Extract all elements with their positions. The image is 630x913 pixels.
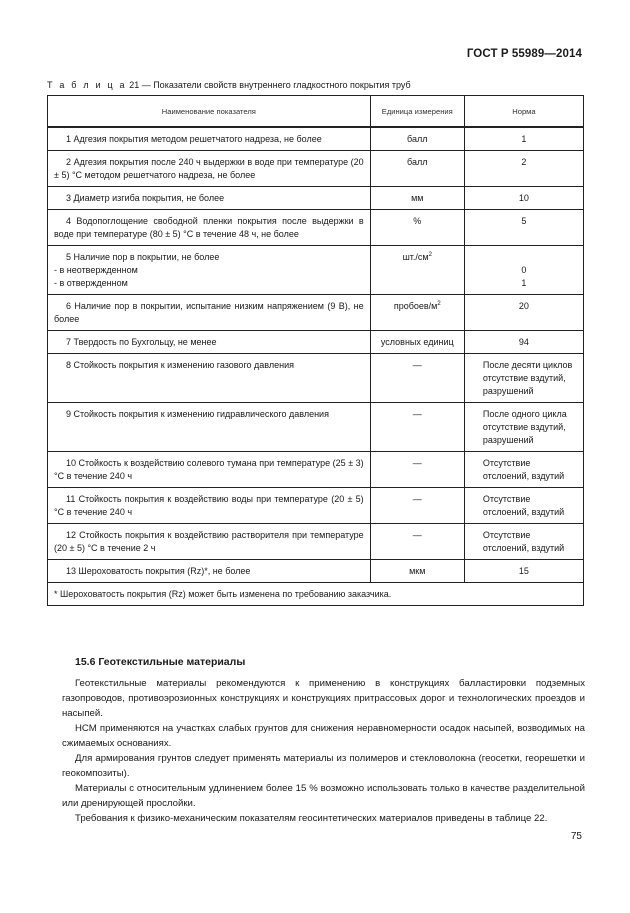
row-name: 13 Шероховатость покрытия (Rz)*, не более [48, 560, 371, 583]
row-name: 12 Стойкость покрытия к воздействию растворителя при температуре (20 ± 5) °С в течение 2 ч [48, 524, 371, 560]
table-row [48, 354, 584, 403]
table-footnote-row [48, 583, 584, 606]
section-title: 15.6 Геотекстильные материалы [75, 656, 246, 668]
table-row [48, 295, 584, 331]
table-row [48, 403, 584, 452]
table-row [48, 246, 584, 295]
row-norm: 1 [464, 127, 583, 151]
table-row [48, 560, 584, 583]
row-name: 8 Стойкость покрытия к изменению газового давления [48, 354, 371, 403]
row-norm: 15 [464, 560, 583, 583]
row-unit: % [370, 210, 464, 246]
document-standard-number: ГОСТ Р 55989—2014 [466, 48, 582, 60]
row-norm: После десяти циклов отсутствие вздутий, разрушений [464, 354, 583, 403]
row-unit: мм [370, 187, 464, 210]
row-norm: 2 [464, 151, 583, 187]
header-norm: Норма [464, 96, 583, 128]
row-unit: — [370, 354, 464, 403]
row-unit: мкм [370, 560, 464, 583]
row-unit: пробоев/$м^2$ [370, 295, 464, 331]
paragraph: Геотекстильные материалы рекомендуются к применению в конструкциях балластировки подземных газопроводов, противоэрозионных конструкциях и конструкциях притрассовых дорог и технологических проездов и насыпей. [62, 678, 585, 719]
table-row [48, 151, 584, 187]
section-body [62, 676, 585, 826]
row-name: 10 Стойкость к воздействию солевого тумана при температуре (25 ± 3) °С в течение 240 ч [48, 452, 371, 488]
table-caption-label: Т а б л и ц а [47, 80, 127, 90]
header-name: Наименование показателя [48, 96, 371, 128]
row-unit: балл [370, 151, 464, 187]
row-name: 9 Стойкость покрытия к изменению гидравлического давления [48, 403, 371, 452]
row-unit: — [370, 403, 464, 452]
row-name: 11 Стойкость покрытия к воздействию воды при температуре (20 ± 5) °С в течение 240 ч [48, 488, 371, 524]
table-row [48, 452, 584, 488]
paragraph: Материалы с относительным удлинением более 15 % возможно использовать только в качестве разделительной или дренирующей прослойки. [62, 783, 585, 809]
row-norm: 20 [464, 295, 583, 331]
row-norm: После одного цикла отсутствие вздутий, разрушений [464, 403, 583, 452]
row-norm: Отсутствие отслоений, вздутий [464, 452, 583, 488]
paragraph: Требования к физико-механическим показателям геосинтетических материалов приведены в таблице 22. [75, 813, 548, 824]
row-name: 7 Твердость по Бухгольцу, не менее [48, 331, 371, 354]
row-name: 3 Диаметр изгиба покрытия, не более [48, 187, 371, 210]
table-row [48, 488, 584, 524]
row-name: 6 Наличие пор в покрытии, испытание низким напряжением (9 В), не более [48, 295, 371, 331]
row-unit: — [370, 488, 464, 524]
row-norm: 10 [464, 187, 583, 210]
row-norm: 0 1 [464, 246, 583, 295]
row-unit: балл [370, 127, 464, 151]
properties-table [47, 95, 584, 606]
table-header-row [48, 96, 584, 128]
table-row [48, 210, 584, 246]
row-name: 5 Наличие пор в покрытии, не более - в неотвержденном - в отвержденном [48, 246, 371, 295]
row-norm: Отсутствие отслоений, вздутий [464, 524, 583, 560]
table-row [48, 331, 584, 354]
row-norm: 94 [464, 331, 583, 354]
row-name: 4 Водопоглощение свободной пленки покрытия после выдержки в воде при температуре (80 ± 5) °С в течение 48 ч, не более [48, 210, 371, 246]
paragraph: НСМ применяются на участках слабых грунтов для снижения неравномерности осадок насыпей, возводимых на сжимаемых основаниях. [62, 723, 585, 749]
table-caption-text: 21 — Показатели свойств внутреннего гладкостного покрытия труб [126, 80, 411, 90]
table-caption [47, 80, 587, 90]
page-number: 75 [570, 831, 582, 842]
table-row [48, 127, 584, 151]
row-unit: $шт./см^2$ [370, 246, 464, 295]
row-unit: — [370, 524, 464, 560]
row-unit: условных единиц [370, 331, 464, 354]
row-norm: 5 [464, 210, 583, 246]
table-row [48, 524, 584, 560]
table-row [48, 187, 584, 210]
row-name: 1 Адгезия покрытия методом решетчатого надреза, не более [48, 127, 371, 151]
row-unit: — [370, 452, 464, 488]
row-name: 2 Адгезия покрытия после 240 ч выдержки в воде при температуре (20 ± 5) °С методом решетчатого надреза, не более [48, 151, 371, 187]
row-norm: Отсутствие отслоений, вздутий [464, 488, 583, 524]
header-unit: Единица измерения [370, 96, 464, 128]
table-footnote: * Шероховатость покрытия (Rz) может быть изменена по требованию заказчика. [48, 583, 584, 606]
paragraph: Для армирования грунтов следует применять материалы из полимеров и стекловолокна (геосетки, георешетки и геокомпозиты). [62, 753, 585, 779]
